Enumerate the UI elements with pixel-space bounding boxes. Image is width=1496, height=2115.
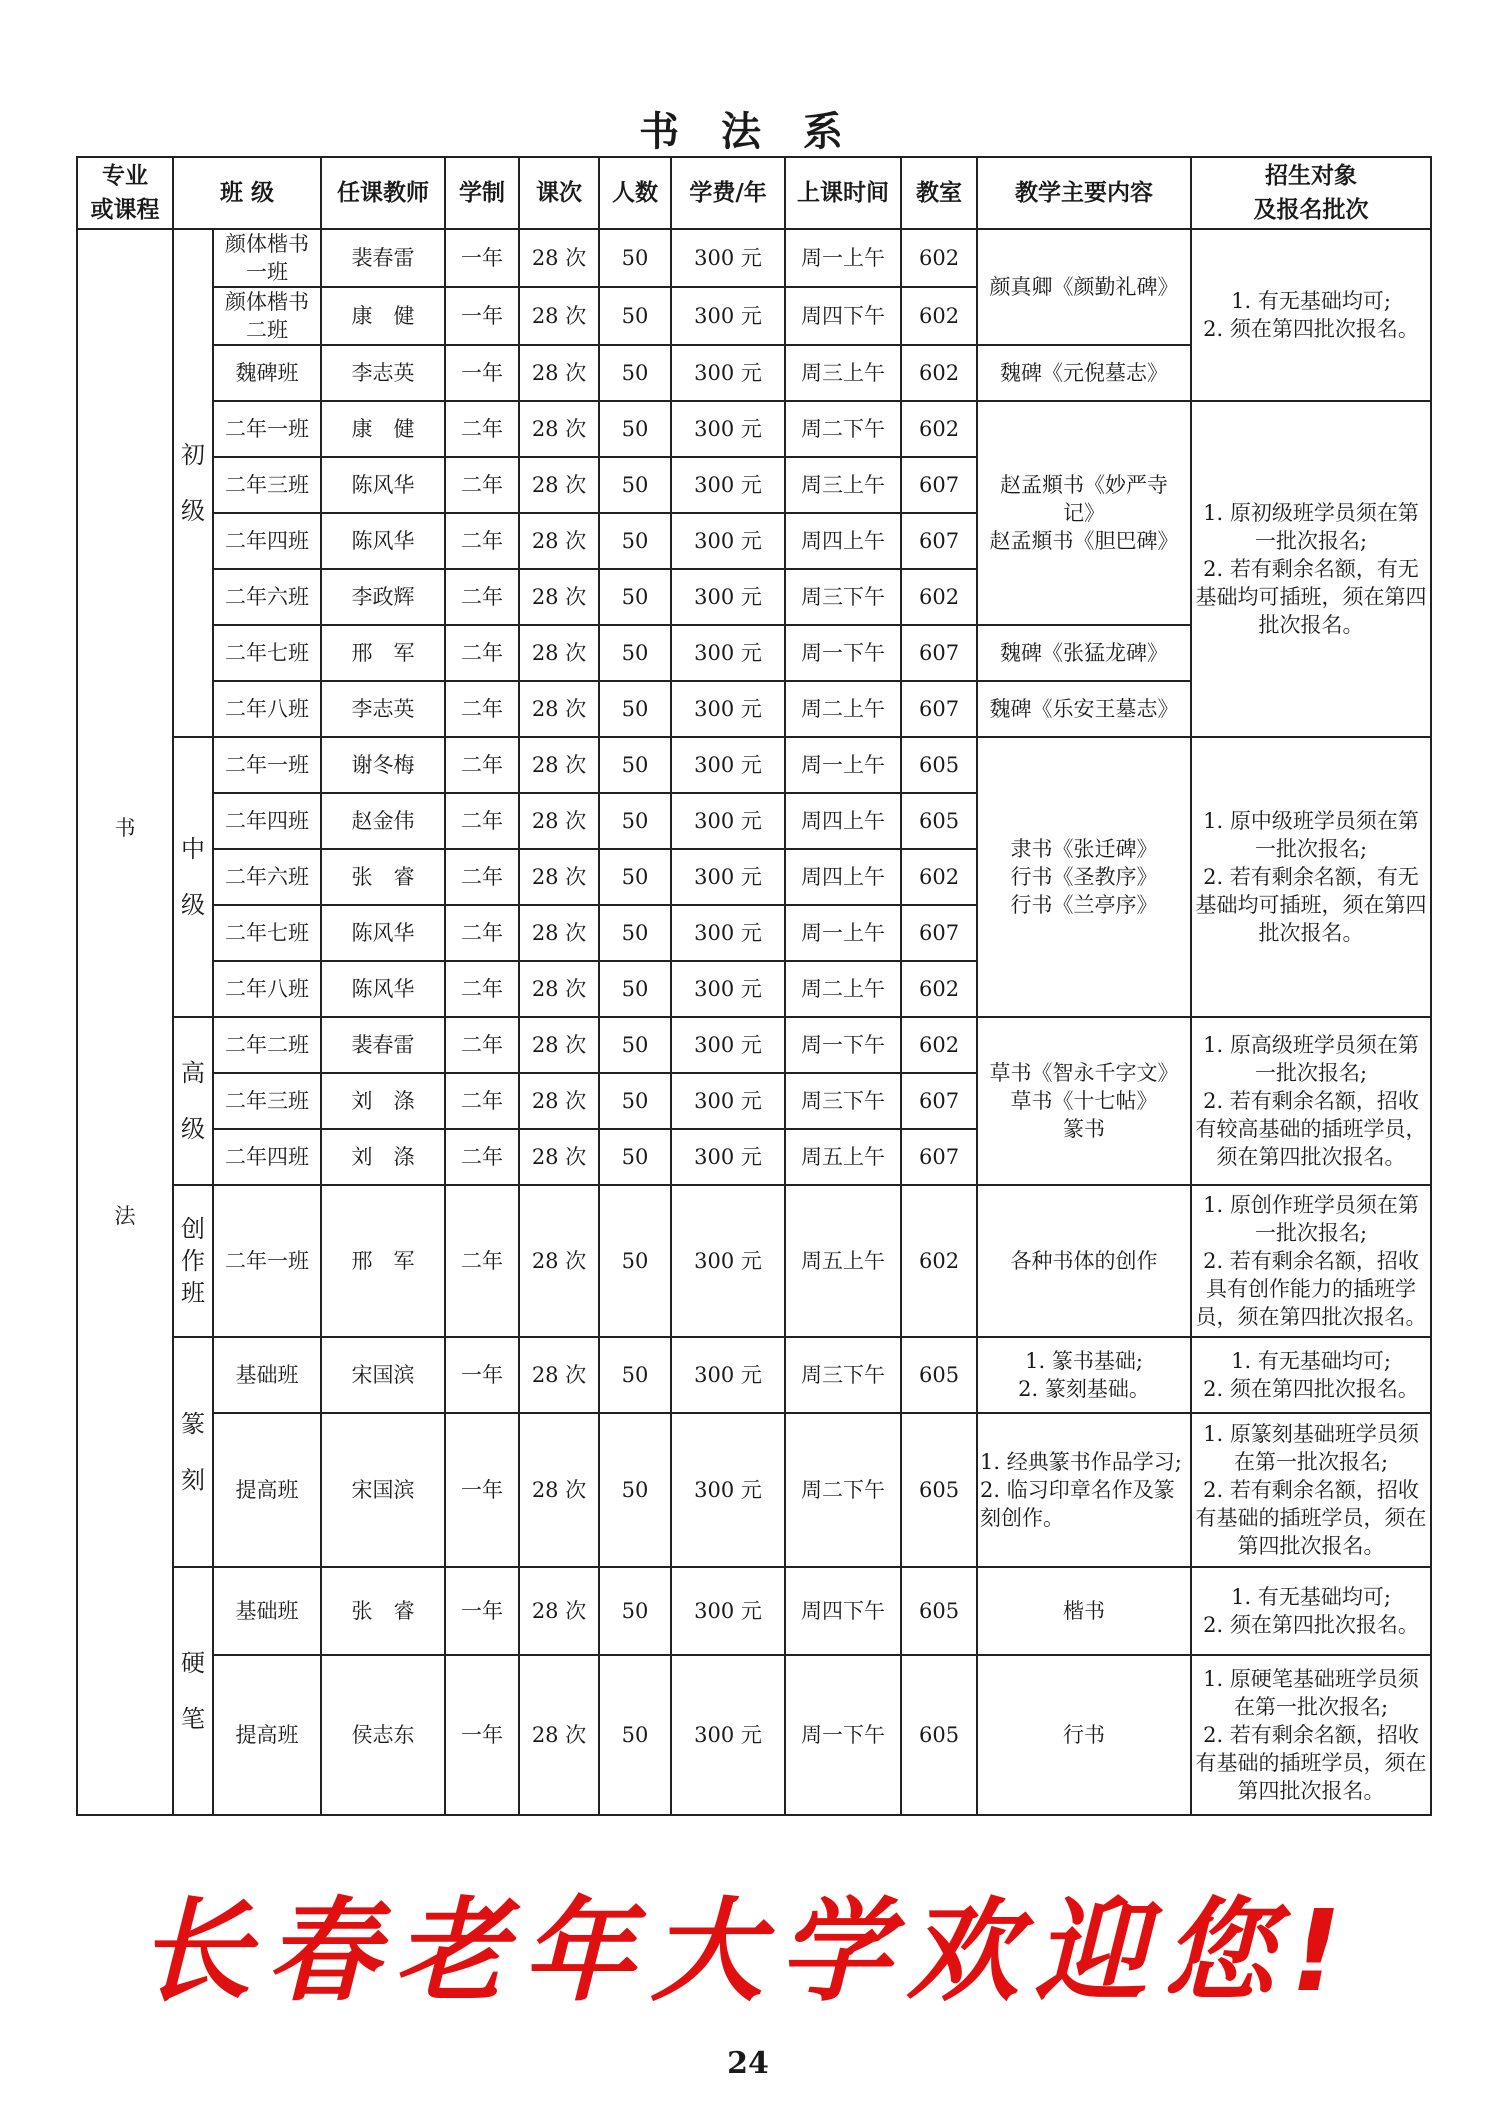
sessions: 28 次 (519, 1185, 599, 1337)
content-cell: 楷书 (977, 1567, 1191, 1655)
teacher: 邢 军 (321, 625, 445, 681)
page-title: 书 法 系 (639, 108, 857, 155)
header-capacity: 人数 (599, 157, 671, 229)
time: 周一下午 (785, 1017, 901, 1073)
capacity: 50 (599, 1655, 671, 1815)
content-cell: 草书《智永千字文》 草书《十七帖》 篆书 (977, 1017, 1191, 1185)
sessions: 28 次 (519, 849, 599, 905)
content-cell: 魏碑《张猛龙碑》 (977, 625, 1191, 681)
table-row (77, 229, 1431, 287)
duration: 二年 (445, 513, 519, 569)
capacity: 50 (599, 905, 671, 961)
teacher: 李政辉 (321, 569, 445, 625)
room: 607 (901, 513, 977, 569)
class-name: 二年八班 (213, 961, 321, 1017)
table-row (77, 401, 1431, 457)
duration: 一年 (445, 1655, 519, 1815)
level-intermediate: 中 级 (173, 737, 213, 1017)
duration: 二年 (445, 961, 519, 1017)
header-room: 教室 (901, 157, 977, 229)
sessions: 28 次 (519, 569, 599, 625)
room: 602 (901, 345, 977, 401)
duration: 一年 (445, 229, 519, 287)
fee: 300 元 (671, 513, 785, 569)
room: 602 (901, 849, 977, 905)
room: 605 (901, 1567, 977, 1655)
class-name: 二年四班 (213, 513, 321, 569)
room: 605 (901, 1337, 977, 1413)
sessions: 28 次 (519, 737, 599, 793)
room: 602 (901, 401, 977, 457)
time: 周二上午 (785, 681, 901, 737)
teacher: 谢冬梅 (321, 737, 445, 793)
duration: 二年 (445, 1073, 519, 1129)
room: 607 (901, 457, 977, 513)
teacher: 张 睿 (321, 849, 445, 905)
time: 周四上午 (785, 513, 901, 569)
duration: 二年 (445, 457, 519, 513)
sessions: 28 次 (519, 457, 599, 513)
room: 607 (901, 625, 977, 681)
capacity: 50 (599, 401, 671, 457)
table-row (77, 1185, 1431, 1337)
sessions: 28 次 (519, 229, 599, 287)
fee: 300 元 (671, 345, 785, 401)
class-name: 二年六班 (213, 569, 321, 625)
enrollment-notes: 1. 原创作班学员须在第一批次报名; 2. 若有剩余名额，招收具有创作能力的插班学员，须在第四批次报名。 (1191, 1185, 1431, 1337)
teacher: 陈风华 (321, 961, 445, 1017)
duration: 二年 (445, 737, 519, 793)
duration: 二年 (445, 625, 519, 681)
teacher: 侯志东 (321, 1655, 445, 1815)
fee: 300 元 (671, 681, 785, 737)
header-major: 专业 或课程 (77, 157, 173, 229)
room: 602 (901, 229, 977, 287)
room: 602 (901, 287, 977, 345)
teacher: 赵金伟 (321, 793, 445, 849)
header-row (77, 157, 1431, 229)
capacity: 50 (599, 849, 671, 905)
class-name: 基础班 (213, 1337, 321, 1413)
teacher: 刘 涤 (321, 1129, 445, 1185)
fee: 300 元 (671, 905, 785, 961)
class-name: 二年四班 (213, 793, 321, 849)
teacher: 邢 军 (321, 1185, 445, 1337)
time: 周三上午 (785, 457, 901, 513)
time: 周五上午 (785, 1185, 901, 1337)
fee: 300 元 (671, 229, 785, 287)
duration: 二年 (445, 1017, 519, 1073)
sessions: 28 次 (519, 1073, 599, 1129)
fee: 300 元 (671, 401, 785, 457)
sessions: 28 次 (519, 1129, 599, 1185)
page-number: 24 (727, 2046, 769, 2081)
content-cell: 颜真卿《颜勤礼碑》 (977, 229, 1191, 345)
capacity: 50 (599, 1567, 671, 1655)
room: 607 (901, 1129, 977, 1185)
time: 周四下午 (785, 287, 901, 345)
table-row (77, 737, 1431, 793)
duration: 二年 (445, 569, 519, 625)
class-name: 二年二班 (213, 1017, 321, 1073)
teacher: 陈风华 (321, 905, 445, 961)
enrollment-notes: 1. 原篆刻基础班学员须在第一批次报名; 2. 若有剩余名额，招收有基础的插班学员，须在第四批次报名。 (1191, 1413, 1431, 1567)
duration: 一年 (445, 345, 519, 401)
time: 周四下午 (785, 1567, 901, 1655)
enrollment-notes: 1. 原中级班学员须在第一批次报名; 2. 若有剩余名额，有无基础均可插班，须在第四批次报名。 (1191, 737, 1431, 1017)
class-name: 提高班 (213, 1413, 321, 1567)
header-fee: 学费/年 (671, 157, 785, 229)
room: 607 (901, 681, 977, 737)
room: 605 (901, 793, 977, 849)
header-content: 教学主要内容 (977, 157, 1191, 229)
time: 周三下午 (785, 1337, 901, 1413)
fee: 300 元 (671, 1017, 785, 1073)
capacity: 50 (599, 1337, 671, 1413)
major-cell: 书 法 (77, 229, 173, 1815)
class-name: 二年四班 (213, 1129, 321, 1185)
enrollment-notes: 1. 有无基础均可; 2. 须在第四批次报名。 (1191, 1337, 1431, 1413)
teacher: 李志英 (321, 681, 445, 737)
teacher: 陈风华 (321, 457, 445, 513)
time: 周二下午 (785, 401, 901, 457)
room: 607 (901, 905, 977, 961)
class-name: 基础班 (213, 1567, 321, 1655)
capacity: 50 (599, 569, 671, 625)
capacity: 50 (599, 793, 671, 849)
teacher: 宋国滨 (321, 1337, 445, 1413)
content-cell: 1. 篆书基础; 2. 篆刻基础。 (977, 1337, 1191, 1413)
capacity: 50 (599, 345, 671, 401)
fee: 300 元 (671, 961, 785, 1017)
class-name: 二年一班 (213, 1185, 321, 1337)
capacity: 50 (599, 513, 671, 569)
capacity: 50 (599, 1185, 671, 1337)
class-name: 二年三班 (213, 1073, 321, 1129)
enrollment-notes: 1. 原初级班学员须在第一批次报名; 2. 若有剩余名额，有无基础均可插班，须在第四批次报名。 (1191, 401, 1431, 737)
level-advanced: 高 级 (173, 1017, 213, 1185)
table-row (77, 1017, 1431, 1073)
duration: 一年 (445, 1337, 519, 1413)
room: 602 (901, 569, 977, 625)
enrollment-notes: 1. 原硬笔基础班学员须在第一批次报名; 2. 若有剩余名额，招收有基础的插班学员，须在第四批次报名。 (1191, 1655, 1431, 1815)
class-name: 二年八班 (213, 681, 321, 737)
fee: 300 元 (671, 1185, 785, 1337)
time: 周四上午 (785, 793, 901, 849)
fee: 300 元 (671, 1413, 785, 1567)
time: 周四上午 (785, 849, 901, 905)
duration: 一年 (445, 1413, 519, 1567)
class-name: 二年七班 (213, 625, 321, 681)
class-name: 颜体楷书 二班 (213, 287, 321, 345)
capacity: 50 (599, 1129, 671, 1185)
content-cell: 行书 (977, 1655, 1191, 1815)
header-teacher: 任课教师 (321, 157, 445, 229)
enrollment-notes: 1. 原高级班学员须在第一批次报名; 2. 若有剩余名额，招收有较高基础的插班学员，须在第四批次报名。 (1191, 1017, 1431, 1185)
table-row (77, 1567, 1431, 1655)
enrollment-notes: 1. 有无基础均可; 2. 须在第四批次报名。 (1191, 229, 1431, 401)
header-sessions: 课次 (519, 157, 599, 229)
fee: 300 元 (671, 1655, 785, 1815)
enrollment-notes: 1. 有无基础均可; 2. 须在第四批次报名。 (1191, 1567, 1431, 1655)
capacity: 50 (599, 1413, 671, 1567)
capacity: 50 (599, 229, 671, 287)
capacity: 50 (599, 1017, 671, 1073)
table-row (77, 1337, 1431, 1413)
room: 602 (901, 1185, 977, 1337)
class-name: 二年七班 (213, 905, 321, 961)
sessions: 28 次 (519, 1567, 599, 1655)
duration: 一年 (445, 287, 519, 345)
level-seal-carving: 篆 刻 (173, 1337, 213, 1567)
time: 周二上午 (785, 961, 901, 1017)
duration: 二年 (445, 793, 519, 849)
duration: 二年 (445, 1129, 519, 1185)
duration: 二年 (445, 401, 519, 457)
class-name: 提高班 (213, 1655, 321, 1815)
header-time: 上课时间 (785, 157, 901, 229)
fee: 300 元 (671, 287, 785, 345)
course-table (76, 156, 1432, 1816)
time: 周三下午 (785, 569, 901, 625)
teacher: 裴春雷 (321, 229, 445, 287)
teacher: 刘 涤 (321, 1073, 445, 1129)
duration: 二年 (445, 1185, 519, 1337)
room: 602 (901, 961, 977, 1017)
fee: 300 元 (671, 1337, 785, 1413)
sessions: 28 次 (519, 1413, 599, 1567)
fee: 300 元 (671, 625, 785, 681)
fee: 300 元 (671, 793, 785, 849)
capacity: 50 (599, 961, 671, 1017)
duration: 二年 (445, 849, 519, 905)
fee: 300 元 (671, 457, 785, 513)
sessions: 28 次 (519, 401, 599, 457)
sessions: 28 次 (519, 1017, 599, 1073)
fee: 300 元 (671, 1129, 785, 1185)
room: 605 (901, 737, 977, 793)
teacher: 李志英 (321, 345, 445, 401)
capacity: 50 (599, 681, 671, 737)
content-cell: 魏碑《乐安王墓志》 (977, 681, 1191, 737)
teacher: 康 健 (321, 401, 445, 457)
fee: 300 元 (671, 569, 785, 625)
class-name: 魏碑班 (213, 345, 321, 401)
content-cell: 魏碑《元倪墓志》 (977, 345, 1191, 401)
level-hard-pen: 硬 笔 (173, 1567, 213, 1815)
time: 周二下午 (785, 1413, 901, 1567)
table-row (77, 1655, 1431, 1815)
content-cell: 隶书《张迁碑》 行书《圣教序》 行书《兰亭序》 (977, 737, 1191, 1017)
room: 605 (901, 1655, 977, 1815)
sessions: 28 次 (519, 961, 599, 1017)
fee: 300 元 (671, 1567, 785, 1655)
content-cell: 1. 经典篆书作品学习; 2. 临习印章名作及篆刻创作。 (977, 1413, 1191, 1567)
sessions: 28 次 (519, 287, 599, 345)
header-class: 班 级 (173, 157, 321, 229)
time: 周五上午 (785, 1129, 901, 1185)
header-enrollment: 招生对象 及报名批次 (1191, 157, 1431, 229)
sessions: 28 次 (519, 681, 599, 737)
sessions: 28 次 (519, 513, 599, 569)
table-row (77, 1413, 1431, 1567)
content-cell: 赵孟頫书《妙严寺记》 赵孟頫书《胆巴碑》 (977, 401, 1191, 625)
duration: 一年 (445, 1567, 519, 1655)
class-name: 二年一班 (213, 737, 321, 793)
capacity: 50 (599, 287, 671, 345)
class-name: 二年六班 (213, 849, 321, 905)
sessions: 28 次 (519, 345, 599, 401)
class-name: 二年三班 (213, 457, 321, 513)
room: 605 (901, 1413, 977, 1567)
room: 607 (901, 1073, 977, 1129)
welcome-banner: 长春老年大学欢迎您! (138, 1887, 1358, 2017)
time: 周三上午 (785, 345, 901, 401)
sessions: 28 次 (519, 793, 599, 849)
teacher: 康 健 (321, 287, 445, 345)
time: 周一上午 (785, 737, 901, 793)
teacher: 张 睿 (321, 1567, 445, 1655)
duration: 二年 (445, 681, 519, 737)
sessions: 28 次 (519, 625, 599, 681)
sessions: 28 次 (519, 1655, 599, 1815)
content-cell: 各种书体的创作 (977, 1185, 1191, 1337)
teacher: 陈风华 (321, 513, 445, 569)
class-name: 颜体楷书 一班 (213, 229, 321, 287)
time: 周一上午 (785, 905, 901, 961)
teacher: 裴春雷 (321, 1017, 445, 1073)
level-beginner: 初 级 (173, 229, 213, 737)
header-duration: 学制 (445, 157, 519, 229)
fee: 300 元 (671, 849, 785, 905)
capacity: 50 (599, 625, 671, 681)
capacity: 50 (599, 457, 671, 513)
capacity: 50 (599, 1073, 671, 1129)
fee: 300 元 (671, 1073, 785, 1129)
level-creative: 创 作 班 (173, 1185, 213, 1337)
time: 周一上午 (785, 229, 901, 287)
fee: 300 元 (671, 737, 785, 793)
room: 602 (901, 1017, 977, 1073)
class-name: 二年一班 (213, 401, 321, 457)
sessions: 28 次 (519, 905, 599, 961)
teacher: 宋国滨 (321, 1413, 445, 1567)
capacity: 50 (599, 737, 671, 793)
time: 周一下午 (785, 625, 901, 681)
sessions: 28 次 (519, 1337, 599, 1413)
time: 周三下午 (785, 1073, 901, 1129)
duration: 二年 (445, 905, 519, 961)
time: 周一下午 (785, 1655, 901, 1815)
